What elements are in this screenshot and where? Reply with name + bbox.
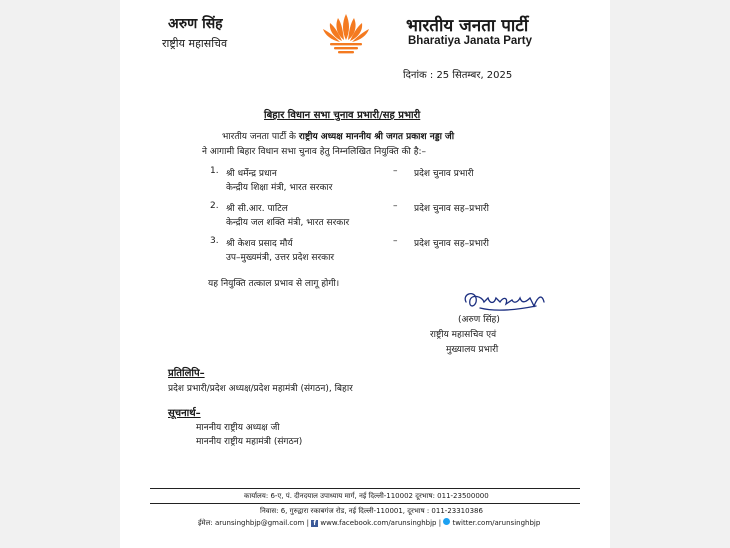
appointee-name: श्री केशव प्रसाद मौर्य [226, 239, 293, 249]
footer-separator: | [306, 519, 309, 527]
footer-email: ईमेल: arunsinghbjp@gmail.com [198, 519, 305, 527]
separator-dash: – [393, 201, 398, 211]
appointment-number: 2. [210, 201, 219, 211]
appointee-name: श्री धर्मेन्द्र प्रधान [226, 169, 277, 179]
footer-office: कार्यालय: 6-ए, पं. दीनदयाल उपाध्याय मार्ग, नई दिल्ली-110002 दूरभाष: 011-23500000 [244, 492, 489, 500]
letter-date: दिनांक : 25 सितम्बर, 2025 [403, 70, 513, 81]
signatory-name: (अरुण सिंह) [458, 315, 500, 325]
party-name-hindi: भारतीय जनता पार्टी [406, 16, 529, 36]
footer-divider [150, 503, 580, 504]
copy-to-line: प्रदेश प्रभारी/प्रदेश अध्यक्ष/प्रदेश महामंत्री (संगठन), बिहार [168, 384, 353, 394]
footer-residence: निवास: 6, गुरुद्वारा रकाबगंज रोड, नई दिल्ली-110001, दूरभाष : 011-23310386 [260, 507, 483, 515]
intro-part-1: भारतीय जनता पार्टी के [222, 132, 296, 142]
appointment-role: प्रदेश चुनाव सह–प्रभारी [414, 239, 489, 249]
copy-to-heading: प्रतिलिपि– [168, 368, 205, 379]
intro-line-2: ने आगामी बिहार विधान सभा चुनाव हेतु निम्नलिखित नियुक्ति की है:– [202, 147, 427, 157]
signatory-title-1: राष्ट्रीय महासचिव एवं [430, 330, 497, 340]
appointee-designation: केन्द्रीय शिक्षा मंत्री, भारत सरकार [226, 183, 333, 193]
letter-subject: बिहार विधान सभा चुनाव प्रभारी/सह प्रभारी [264, 110, 421, 121]
appointee-designation: उप–मुख्यमंत्री, उत्तर प्रदेश सरकार [226, 253, 335, 263]
separator-dash: – [393, 166, 398, 176]
twitter-icon [443, 518, 450, 525]
footer-twitter-link[interactable]: twitter.com/arunsinghbjp [452, 519, 541, 527]
appointment-role: प्रदेश चुनाव सह–प्रभारी [414, 204, 489, 214]
footer-separator: | [438, 519, 442, 527]
facebook-icon: f [311, 520, 318, 527]
appointee-designation: केन्द्रीय जल शक्ति मंत्री, भारत सरकार [226, 218, 350, 228]
for-info-line: माननीय राष्ट्रीय महामंत्री (संगठन) [196, 437, 303, 447]
appointment-role: प्रदेश चुनाव प्रभारी [414, 169, 474, 179]
footer-facebook-link[interactable]: www.facebook.com/arunsinghbjp [320, 519, 437, 527]
appointee-name: श्री सी.आर. पाटिल [226, 204, 288, 214]
letter-page [120, 0, 610, 548]
signatory-title-2: मुख्यालय प्रभारी [446, 345, 499, 355]
intro-part-2: राष्ट्रीय अध्यक्ष माननीय श्री जगत प्रकाश नड्डा जी [298, 132, 455, 142]
lotus-logo-icon [320, 12, 372, 54]
sender-title: राष्ट्रीय महासचिव [162, 37, 228, 50]
footer-divider [150, 488, 580, 489]
for-info-line: माननीय राष्ट्रीय अध्यक्ष जी [196, 423, 280, 433]
appointment-number: 1. [210, 166, 219, 176]
separator-dash: – [393, 236, 398, 246]
for-info-heading: सूचनार्थ– [168, 408, 201, 419]
sender-name: अरुण सिंह [168, 16, 223, 32]
intro-line-1 [222, 129, 454, 142]
footer-contacts [198, 518, 540, 528]
effective-note: यह नियुक्ति तत्काल प्रभाव से लागू होगी। [208, 279, 340, 289]
party-name-english: Bharatiya Janata Party [408, 35, 533, 47]
appointment-number: 3. [210, 236, 219, 246]
